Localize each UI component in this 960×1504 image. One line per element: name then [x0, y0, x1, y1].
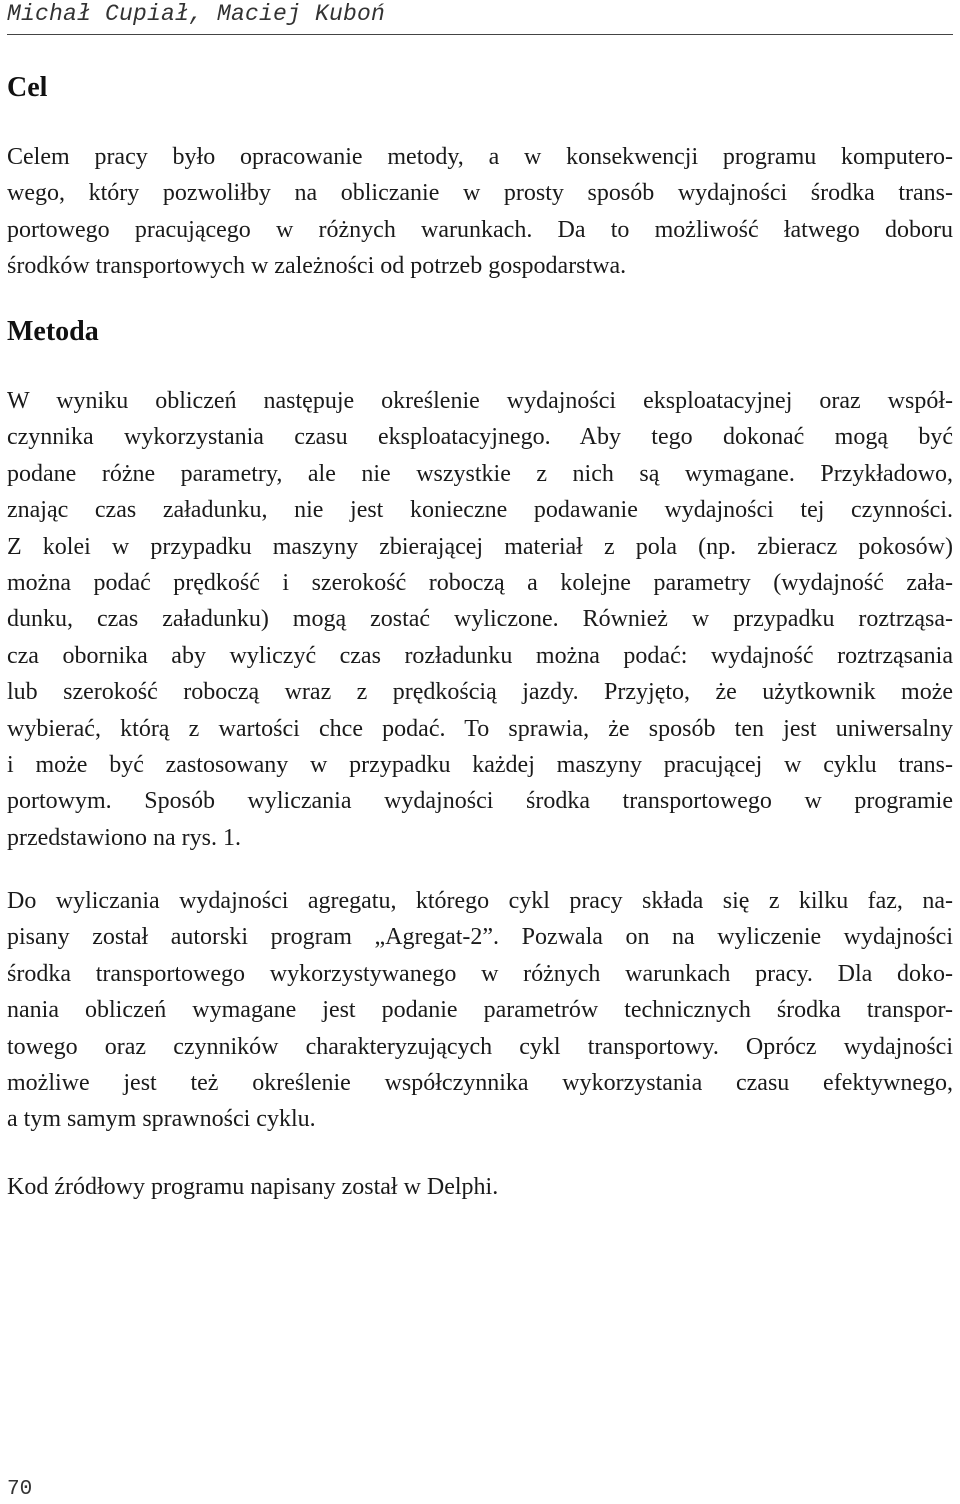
paragraph-metoda-1	[7, 383, 953, 856]
text-line: dunku, czas załadunku) mogą zostać wyliczone. Również w przypadku roztrząsa-	[7, 606, 953, 633]
text-line: czynnika wykorzystania czasu eksploatacyjnego. Aby tego dokonać mogą być	[7, 424, 953, 451]
text-line: portowym. Sposób wyliczania wydajności środka transportowego w programie	[7, 788, 953, 815]
text-line: wego, który pozwoliłby na obliczanie w prosty sposób wydajności środka trans-	[7, 180, 953, 207]
text-line: przedstawiono na rys. 1.	[7, 824, 241, 851]
text-line: portowego pracującego w różnych warunkach. Da to możliwość łatwego doboru	[7, 216, 953, 243]
text-line: towego oraz czynników charakteryzujących cykl transportowy. Oprócz wydajności	[7, 1033, 953, 1060]
paragraph-metoda-3	[7, 1169, 953, 1205]
text-line: Z kolei w przypadku maszyny zbierającej materiał z pola (np. zbieracz pokosów)	[7, 533, 953, 560]
text-line: wybierać, którą z wartości chce podać. To sprawia, że sposób ten jest uniwersalny	[7, 715, 953, 742]
text-line: można podać prędkość i szerokość roboczą a kolejne parametry (wydajność zała-	[7, 570, 953, 597]
text-line: Do wyliczania wydajności agregatu, którego cykl pracy składa się z kilku faz, na-	[7, 888, 953, 914]
text-line: środka transportowego wykorzystywanego w różnych warunkach pracy. Dla doko-	[7, 960, 953, 987]
text-line: lub szerokość roboczą wraz z prędkością jazdy. Przyjęto, że użytkownik może	[7, 679, 953, 706]
text-line: Kod źródłowy programu napisany został w Delphi.	[7, 1174, 499, 1200]
header-rule	[7, 34, 953, 35]
paragraph-cel	[7, 139, 953, 285]
text-line: a tym samym sprawności cyklu.	[7, 1106, 316, 1133]
paragraph-metoda-2	[7, 883, 953, 1138]
section-title-cel: Cel	[7, 72, 48, 103]
text-line: środków transportowych w zależności od potrzeb gospodarstwa.	[7, 253, 627, 280]
text-line: Celem pracy było opracowanie metody, a w konsekwencji programu komputero-	[7, 144, 953, 170]
page-number: 70	[7, 1478, 33, 1501]
text-line: nania obliczeń wymagane jest podanie parametrów technicznych środka transpor-	[7, 997, 953, 1024]
text-line: znając czas załadunku, nie jest konieczne podawanie wydajności tej czynności.	[7, 497, 953, 524]
text-line: pisany został autorski program „Agregat-2”. Pozwala on na wyliczenie wydajności	[7, 924, 953, 951]
section-title-metoda: Metoda	[7, 316, 99, 347]
text-line: W wyniku obliczeń następuje określenie wydajności eksploatacyjnej oraz współ-	[7, 388, 953, 414]
text-line: podane różne parametry, ale nie wszystkie z nich są wymagane. Przykładowo,	[7, 460, 953, 487]
text-line: możliwe jest też określenie współczynnika wykorzystania czasu efektywnego,	[7, 1070, 953, 1097]
text-line: cza obornika aby wyliczyć czas rozładunku można podać: wydajność roztrząsania	[7, 642, 953, 669]
text-line: i może być zastosowany w przypadku każdej maszyny pracującej w cyklu trans-	[7, 752, 953, 779]
running-header-authors: Michał Cupiał, Maciej Kuboń	[7, 1, 386, 27]
